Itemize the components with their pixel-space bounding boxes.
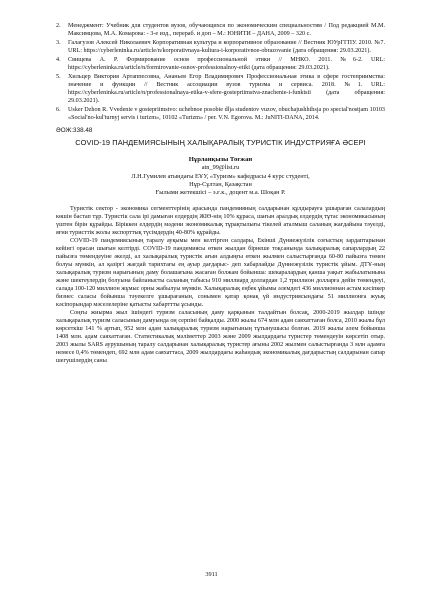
reference-item (56, 73, 385, 105)
article-body (56, 205, 385, 365)
article-title: COVID-19 ПАНДЕМИЯСЫНЫҢ ХАЛЫҚАРАЛЫҚ ТУРИСТІК ИНДУСТРИЯҒА ӘСЕРІ (75, 138, 366, 148)
body-paragraph: COVID-19 пандемиясының таралу ауқымы мен келтірген салдары, Екінші Дүниежүзілік соғыстың зардаптарынан кейінгі орасан шығын келтірді. COVID-19 пандемиясы өткен жылдан бірнеше тоқсанында халықаралық сапарлардың 22 пайызға төмендеуіне әкелді, ал халықаралық туристік ағын алдыңғы өткен жылмен салыстырғанда 60-80 пайызға төмен болуы мүмкін, ал қазіргі жағдай тарихтағы ең ауыр дағдарыс- деп хабарлайды Дүниежүзілік туристік ұйым. ДТҰ-ның халықаралық туризм нарығының даму болашағына жасаған болжам бойынша: шекаралардың қанша уақыт жабылатынына және шектеулердің болуына байланысты саланың табысы 910 миллиард доллардан 1,2 триллион долларға дейін төмендеуі, салада 100-120 миллион жұмыс орны жабылуы мүмкін. Халықаралық еңбек ұйымы әлемдегі 436 миллионнан астам кәсіпкер бизнес саласы бойынша тәуекелге ұшырағанын, сонымен қатар қонақ үй индустриясындағы 51 миллионға жуық кәсіпорындар мәселелеріне қатысты хабарттты ұсынды. (56, 238, 385, 309)
body-paragraph: Соңғы жиырма жыл ішіндегі туризм саласының даму қарқынын талдайтын болсақ, 2000-2019 жылдар ішінде халықаралық туризм саласының дамуында оң серпіні байқалды. 2000 жылы 674 млн адам саяхаттаған болса, 2010 жылы бұл көрсеткіш 141 % артып, 952 млн адам халықаралық туризм нарығының тұтынушысы болған. 2019 жылы әлем бойынша 1408 млн. адам саяхаттаған. Статистикалық мәліметтер 2003 және 2009 жылдардағы туристер төмендеуін көрсетіп отыр. 2003 жылы SARS аурушының таралу салдарынан халықаралық туристер ағыны 2002 жылмен салыстырғанда 3 млн адамға немесе 0,4% төмендеп, 692 млн адам саяхаттаса, 2009 жылдардағы жаһандық экономикалық дағдарыстың салдарынан сапар шегушілердің саны (56, 310, 385, 365)
reference-number: 6. (56, 107, 61, 113)
reference-text: Галагузов Алексей Николаевич Корпоративная культура и корпоративное образование // Вестник ЮУрГГПУ. 2010. №7. URL: https://cyberleninka.ru/article/n/korporativnaya-kultura-i-korporativnoe-obrazovanie (дата обращения: 29.03.2021). (68, 40, 385, 54)
author-supervisor: Ғылыми жетекшісі – э.ғ.к., доцент м.а. Шоқан Р. (155, 188, 286, 196)
reference-item (56, 39, 385, 55)
reference-item (56, 56, 385, 72)
author-name: Нұрланқызы Тоғжан (188, 155, 253, 163)
reference-text: Менеджмент: Учебник для студентов вузов, обучающихся по экономическим специальностям / Под редакцией М.М. Максимцова, М.А. Комарова: - 3-е изд., перераб. и доп – М.: ЮНИТИ – ДАНА, 2009 – 320 с. (68, 23, 385, 37)
reference-number: 3. (56, 40, 61, 46)
body-paragraph: Туристік сектор - экономика сегменттерінің арасында пандемияның салдарынан құлдырауға ұшыраған салалардың көшін бастап тұр. Туристік сала ірі дамыған елдердің ЖІӨ-нің 10% құраса, шағын аралдық елдердің тұтас экономикасының үштен бірін құрайды. Біріккен елдердің мәдени экономикалық тұрақтылығы тікелей аталмыш саланың жағдайына тәуелді, яғни туристтік жолы экспорттық түсімдердің 40-80% құрайды. (56, 206, 385, 237)
reference-list (56, 22, 385, 122)
udc-code: ӘОЖ:338.48 (56, 127, 93, 134)
reference-text: Хильцер Виктория Артаппесовна, Ананьев Егор Владимирович Профессиональная этика в сфере гостеприимства: значение и функции // Вестник ассоциации вузов туризма и сервиса. 2018. №1. URL: https://cyberleninka.ru/article/n/professionalnaya-etika-v-sfere-gostepriimstva-znachenie-i-funktsii (дата обращения: 29.03.2021). (68, 74, 385, 104)
page-number: 3911 (205, 571, 218, 578)
reference-number: 2. (56, 23, 61, 29)
reference-number: 5. (56, 74, 61, 80)
author-affiliation: Л.Н.Гумилев атындағы ЕҰУ, «Туризм» кафедрасы 4 курс студенті, (131, 172, 310, 180)
reference-text: Свищева А. Р. Формирование основ профессиональной этики // МНКО. 2011. №6-2. URL: https://cyberleninka.ru/article/n/formirovanie-osnov-professionalnoy-etiki (дата обращения: 29.03.2021). (68, 57, 385, 71)
author-email: atn_99@list.ru (201, 164, 240, 172)
author-block (56, 156, 385, 197)
reference-text: Usker Dzhon R. Vvedenie v gostepriimstvo: uchebnoe posobie dlja studentov vuzov, obuchajushhihsja po special'nostjam 10103 «Social'no-kul'turnyj servis i turizm», 10102 «Turizm» / per. V.N. Egorova. M.: JuNITI-DANA, 2014. (68, 107, 385, 121)
reference-item (56, 106, 385, 122)
author-city: Нұр-Сұлтан, Қазақстан (189, 180, 252, 188)
reference-item (56, 22, 385, 38)
reference-number: 4. (56, 57, 61, 63)
